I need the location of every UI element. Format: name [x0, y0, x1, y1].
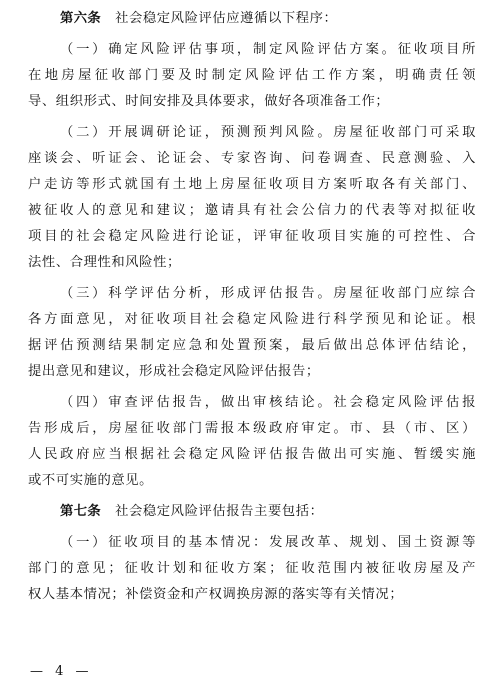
paragraph-line: 法性、合理性和风险性； [28, 255, 181, 270]
paragraph-line: 项目的社会稳定风险进行论证，评审征收项目实施的可控性、合 [28, 229, 476, 244]
paragraph-line: 或不可实施的意见。 [28, 473, 154, 488]
article-7-heading: 第七条 [60, 504, 102, 519]
paragraph-line: （一）确定风险评估事项，制定风险评估方案。征收项目所 [60, 42, 476, 57]
paragraph-line: 导、组织形式、时间安排及具体要求，做好各项准备工作； [28, 94, 390, 109]
paragraph-line: （四）审查评估报告，做出审核结论。社会稳定风险评估报 [60, 395, 476, 410]
article-7-intro: 社会稳定风险评估报告主要包括： [115, 504, 324, 519]
article-6-heading: 第六条 [60, 11, 102, 26]
paragraph-line: 在地房屋征收部门要及时制定风险评估工作方案，明确责任领 [28, 68, 476, 83]
paragraph-line: 据评估预测结果制定应急和处置预案，最后做出总体评估结论， [28, 338, 476, 353]
paragraph-line: 告形成后，房屋征收部门需报本级政府审定。市、县（市、区） [28, 421, 476, 436]
page-number: — 4 — [30, 664, 93, 679]
article-6-heading-line [28, 6, 476, 32]
paragraph-line: 座谈会、听证会、论证会、专家咨询、问卷调查、民意测验、入 [28, 151, 476, 166]
article-6-intro: 社会稳定风险评估应遵循以下程序： [115, 11, 338, 26]
paragraph-line: （二）开展调研论证，预测预判风险。房屋征收部门可采取 [60, 125, 476, 140]
paragraph-line: 权人基本情况；补偿资金和产权调换房源的落实等有关情况； [28, 587, 404, 602]
paragraph-line: 提出意见和建议，形成社会稳定风险评估报告； [28, 364, 320, 379]
paragraph-line: 被征收人的意见和建议；邀请具有社会公信力的代表等对拟征收 [28, 203, 476, 218]
article-7-heading-line [28, 499, 476, 525]
paragraph-line: （一）征收项目的基本情况：发展改革、规划、国土资源等 [60, 535, 476, 550]
paragraph-line: 人民政府应当根据社会稳定风险评估报告做出可实施、暂缓实施 [28, 447, 476, 462]
document-page [28, 6, 476, 608]
paragraph-line: 户走访等形式就国有土地上房屋征收项目方案听取各有关部门、 [28, 177, 476, 192]
paragraph-line: （三）科学评估分析，形成评估报告。房屋征收部门应综合 [60, 286, 476, 301]
paragraph-line: 各方面意见，对征收项目社会稳定风险进行科学预见和论证。根 [28, 312, 476, 327]
paragraph-line: 部门的意见；征收计划和征收方案；征收范围内被征收房屋及产 [28, 561, 476, 576]
